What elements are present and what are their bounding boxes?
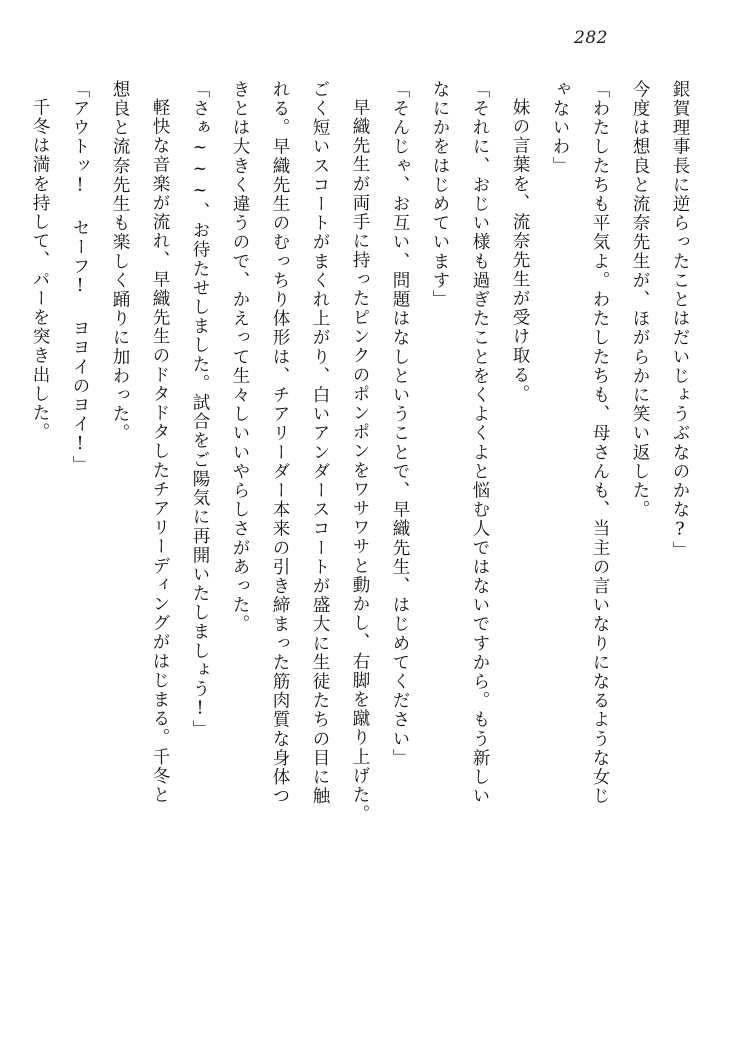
text-line: 「さぁ~~~、お待たせしました。試合をご陽気に再開いたしましょう!」 xyxy=(190,80,210,740)
text-line: 今度は想良と流奈先生が、ほがらかに笑い返した。 xyxy=(630,80,650,520)
text-line: ごく短いスコートがまくれ上がり、白いアンダースコートが盛大に生徒たちの目に触 xyxy=(310,80,330,806)
text-line: 軽快な音楽が流れ、早織先生のドタドタしたチアリーディングがはじまる。千冬と xyxy=(150,98,170,805)
text-line: なにかをはじめています」 xyxy=(430,80,450,310)
text-line: 妹の言葉を、流奈先生が受け取る。 xyxy=(510,98,530,404)
text-line: 想良と流奈先生も楽しく踊りに加わった。 xyxy=(110,80,130,443)
text-line: 「それに、おじい様も過ぎたことをくよくよと悩む人ではないですから。もう新しい xyxy=(470,80,490,806)
text-line: れる。早織先生のむっちり体形は、チアリーダー本来の引き締まった筋肉質な身体つ xyxy=(270,80,290,806)
page-number: 282 xyxy=(574,28,608,48)
text-line: 「アウトッ! セーフ! ヨヨイのヨイ!」 xyxy=(70,80,90,475)
text-line: 銀賀理事長に逆らったことはだいじょうぶなのかな?」 xyxy=(670,80,690,560)
text-line: 早織先生が両手に持ったピンクのポンポンをワサワサと動かし、右脚を蹴り上げた。 xyxy=(350,98,370,824)
text-line: 「わたしたちも平気よ。わたしたちも、母さんも、当主の言いなりになるような女じ xyxy=(590,80,610,806)
text-line: 「そんじゃ、お互い、問題はなしということで、早織先生、はじめてください」 xyxy=(390,80,410,768)
vertical-text-body xyxy=(30,80,690,997)
text-line: 千冬は満を持して、パーを突き出した。 xyxy=(30,98,50,442)
text-line: きとは大きく違うので、かえって生々しいいやらしさがあった。 xyxy=(230,80,250,634)
text-line: ゃないわ」 xyxy=(550,80,570,176)
